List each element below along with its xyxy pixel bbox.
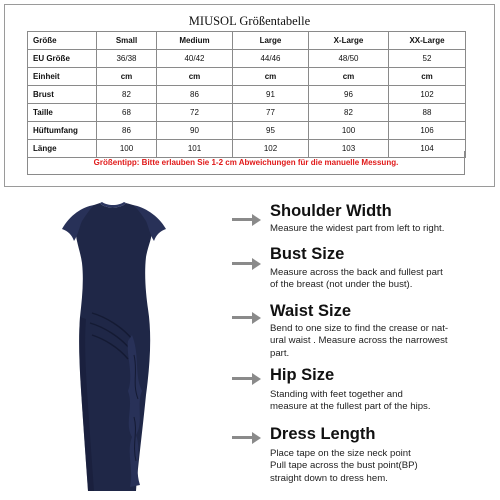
table-row — [28, 122, 466, 140]
shoulder-arrow-line — [232, 218, 252, 221]
desc-line: Bend to one size to find the crease or nat- — [270, 323, 449, 334]
table-header-row — [28, 32, 466, 50]
bust-size-desc — [270, 267, 492, 292]
table-row — [28, 86, 466, 104]
waist-size-desc — [270, 323, 492, 360]
hip-arrow-line — [232, 377, 252, 380]
desc-line: Pull tape across the bust point(BP) — [270, 460, 418, 472]
size-tip-box — [27, 151, 465, 175]
table-cell: cm — [233, 68, 309, 86]
chart-title: MIUSOL Größentabelle — [188, 14, 311, 28]
table-cell: cm — [97, 68, 157, 86]
table-cell: 86 — [97, 122, 157, 140]
table-cell: 95 — [233, 122, 309, 140]
row-label: Hüftumfang — [28, 122, 97, 140]
table-cell: 102 — [389, 86, 466, 104]
desc-line: straight down to dress hem. — [270, 472, 388, 484]
table-cell: 90 — [157, 122, 233, 140]
table-row — [28, 50, 466, 68]
row-label: Länge — [28, 140, 97, 158]
table-cell: 102 — [233, 140, 309, 158]
bust-arrow-line — [232, 262, 252, 265]
table-cell: 36/38 — [97, 50, 157, 68]
desc-line: Place tape on the size neck point — [270, 448, 411, 459]
table-cell: 100 — [97, 140, 157, 158]
table-cell: 77 — [233, 104, 309, 122]
header-cell: Small — [97, 32, 157, 50]
table-cell: 72 — [157, 104, 233, 122]
bust-size-title: Bust Size — [270, 245, 345, 263]
table-cell: 44/46 — [233, 50, 309, 68]
waist-size-title: Waist Size — [270, 302, 351, 320]
table-row — [28, 104, 466, 122]
header-cell: Größe — [28, 32, 97, 50]
table-cell: 52 — [389, 50, 466, 68]
table-cell: 106 — [389, 122, 466, 140]
desc-line: Measure across the back and fullest part — [270, 267, 443, 278]
row-label: EU Größe — [28, 50, 97, 68]
table-cell: 68 — [97, 104, 157, 122]
table-cell: 40/42 — [157, 50, 233, 68]
table-cell: 48/50 — [309, 50, 389, 68]
table-cell: 104 — [389, 140, 466, 158]
dress-illustration — [30, 195, 195, 495]
table-cell: 96 — [309, 86, 389, 104]
shoulder-arrow-icon — [252, 214, 261, 226]
table-cell: 88 — [389, 104, 466, 122]
desc-line: Measure the widest part from left to right. — [270, 223, 445, 234]
shoulder-width-title: Shoulder Width — [270, 202, 392, 220]
size-tip: Größentipp: Bitte erlauben Sie 1-2 cm Abweichungen für die manuelle Messung. — [93, 158, 399, 167]
table-cell: 82 — [309, 104, 389, 122]
table-cell: 91 — [233, 86, 309, 104]
hip-size-title: Hip Size — [270, 366, 335, 384]
header-cell: XX-Large — [389, 32, 466, 50]
desc-line: Standing with feet together and — [270, 389, 403, 400]
table-cell: cm — [309, 68, 389, 86]
header-cell: Medium — [157, 32, 233, 50]
waist-arrow-line — [232, 316, 252, 319]
bust-arrow-icon — [252, 258, 261, 270]
dress-length-title: Dress Length — [270, 425, 376, 443]
desc-line: of the breast (not under the bust). — [270, 279, 413, 291]
table-cell: cm — [389, 68, 466, 86]
hip-arrow-icon — [252, 373, 261, 385]
dress-length-desc — [270, 448, 492, 485]
table-cell: 103 — [309, 140, 389, 158]
row-label: Einheit — [28, 68, 97, 86]
shoulder-width-desc — [270, 223, 492, 235]
size-table — [27, 31, 466, 158]
desc-line: ural waist . Measure across the narrowest — [270, 335, 448, 347]
length-arrow-line — [232, 436, 252, 439]
table-cell: 101 — [157, 140, 233, 158]
length-arrow-icon — [252, 432, 261, 444]
hip-size-desc — [270, 389, 492, 414]
table-cell: cm — [157, 68, 233, 86]
row-label: Brust — [28, 86, 97, 104]
header-cell: X-Large — [309, 32, 389, 50]
desc-line: part. — [270, 347, 290, 359]
table-cell: 86 — [157, 86, 233, 104]
header-cell: Large — [233, 32, 309, 50]
waist-arrow-icon — [252, 312, 261, 324]
table-row — [28, 68, 466, 86]
desc-line: measure at the fullest part of the hips. — [270, 401, 431, 413]
table-cell: 100 — [309, 122, 389, 140]
row-label: Taille — [28, 104, 97, 122]
table-cell: 82 — [97, 86, 157, 104]
